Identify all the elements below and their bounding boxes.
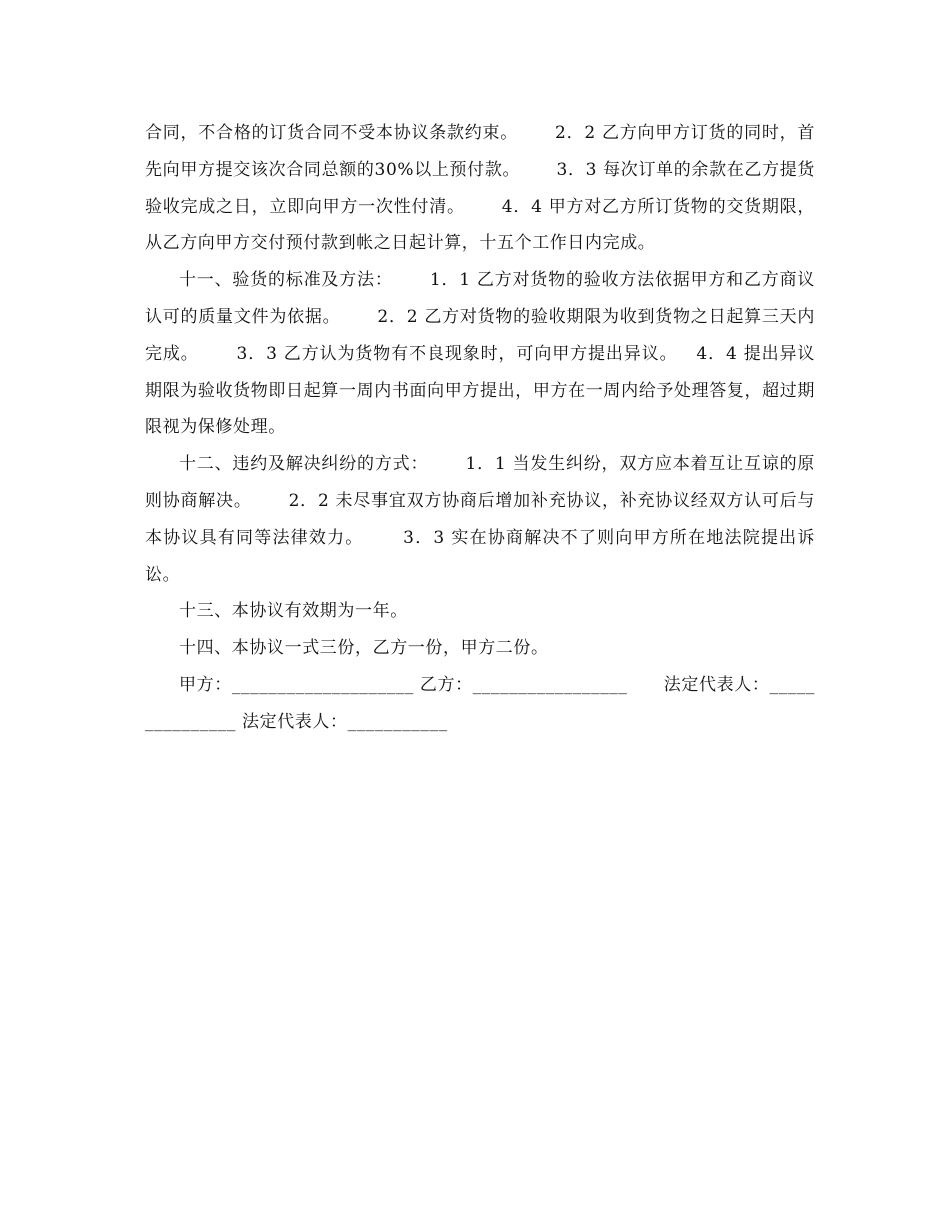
paragraph-copies: 十四、本协议一式三份，乙方一份，甲方二份。 bbox=[179, 638, 549, 659]
paragraph-validity-period: 十三、本协议有效期为一年。 bbox=[179, 601, 408, 622]
document-body bbox=[145, 115, 815, 741]
paragraph-inspection-standards: 十一、验货的标准及方法： 1．1 乙方对货物的验收方法依据甲方和乙方商议认可的质量文件为依据。 2．2 乙方对货物的验收期限为收到货物之日起算三天内完成。 3．3 乙方认为货物有不良现象时，可向甲方提出异议。 4．4 提出异议期限为验收货物即日起算一周内书面向甲方提出，甲方在一周内给予处理答复，超过期限视为保修处理。 bbox=[145, 270, 815, 438]
paragraph-dispute-resolution: 十二、违约及解决纠纷的方式： 1．1 当发生纠纷，双方应本着互让互谅的原则协商解决。 2．2 未尽事宜双方协商后增加补充协议，补充协议经双方认可后与本协议具有同等法律效力。 3．3 实在协商解决不了则向甲方所在地法院提出诉讼。 bbox=[145, 454, 815, 585]
signature-block: 甲方：____________________ 乙方：_________________ 法定代表人：_______________ 法定代表人：___________ bbox=[145, 674, 815, 732]
paragraph-delivery-terms: 合同，不合格的订货合同不受本协议条款约束。 2．2 乙方向甲方订货的同时，首先向甲方提交该次合同总额的30%以上预付款。 3．3 每次订单的余款在乙方提货验收完成之日，立即向甲方一次性付清。 4．4 甲方对乙方所订货物的交货期限，从乙方向甲方交付预付款到帐之日起计算，十五个工作日内完成。 bbox=[145, 123, 815, 254]
